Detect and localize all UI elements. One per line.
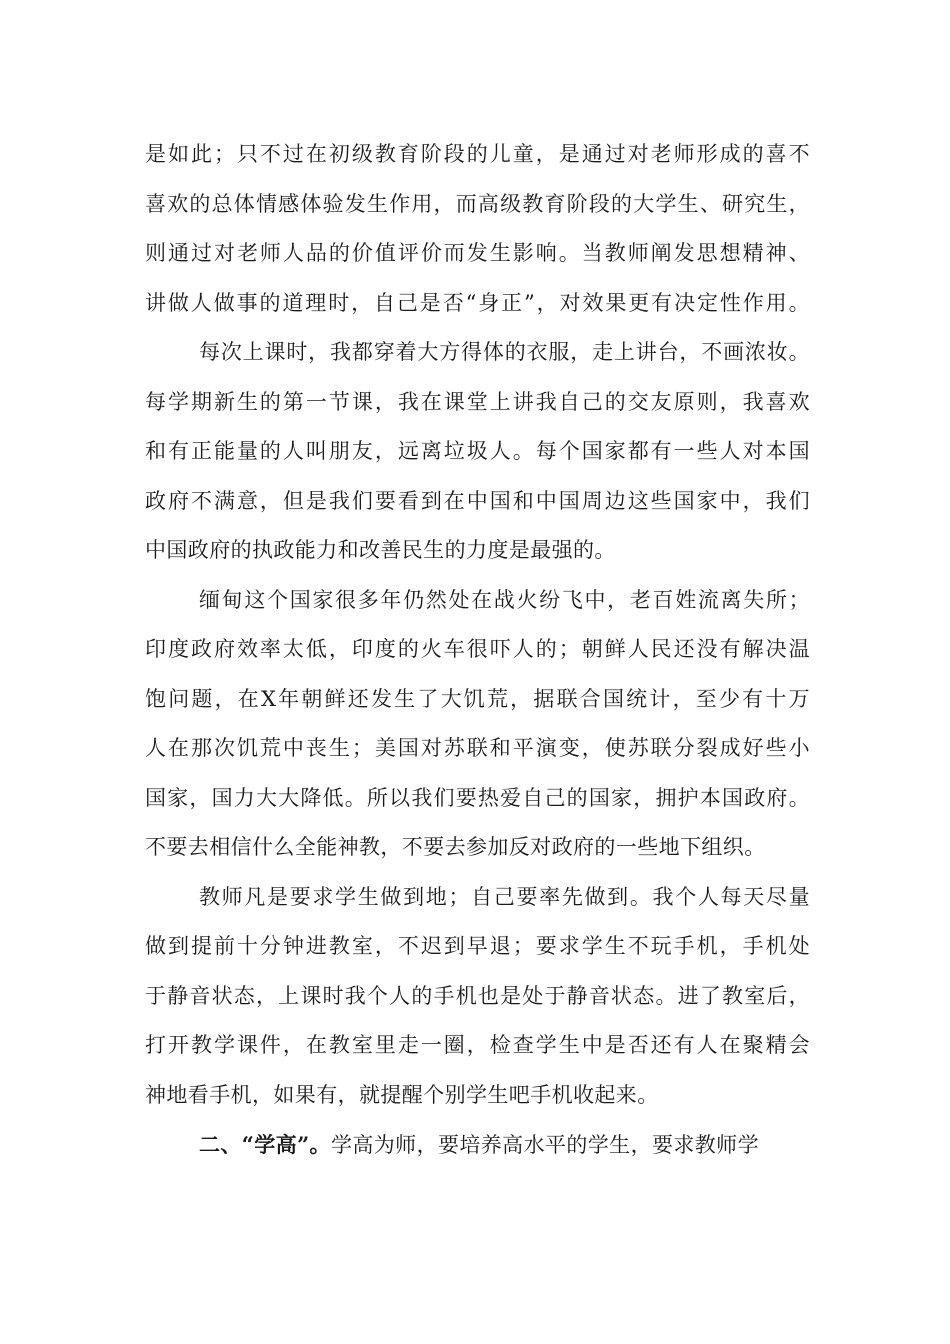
text-line: 喜欢的总体情感体验发生作用，而高级教育阶段的大学生、研究生， [145,191,810,216]
section-heading-text: 学高为师，要培养高水平的学生，要求教师学 [330,1133,759,1157]
text-line: 饱问题，在X年朝鲜还发生了大饥荒，据联合国统计，至少有十万 [145,686,810,711]
text-line: 则通过对老师人品的价值评价而发生影响。当教师阐发思想精神、 [145,241,810,265]
text-line: 讲做人做事的道理时，自己是否“身正”，对效果更有决定性作用。 [145,290,810,315]
text-line: 神地看手机，如果有，就提醒个别学生吧手机收起来。 [145,1082,659,1107]
text-line: 于静音状态，上课时我个人的手机也是处于静音状态。进了教室后， [145,983,810,1008]
document-body [145,130,810,1170]
section-heading: 二、“学高”。 [199,1132,331,1157]
text-line: 做到提前十分钟进教室，不迟到早退；要求学生不玩手机，手机处 [145,934,810,958]
text-line: 中国政府的执政能力和改善民生的力度是最强的。 [145,538,616,562]
text-line: 和有正能量的人叫朋友，远离垃圾人。每个国家都有一些人对本国 [145,439,810,463]
text-line: 人在那次饥荒中丧生；美国对苏联和平演变，使苏联分裂成好些小 [145,736,810,760]
text-line: 每学期新生的第一节课，我在课堂上讲我自己的交友原则，我喜欢 [145,389,810,414]
text-line: 国家，国力大大降低。所以我们要热爱自己的国家，拥护本国政府。 [145,785,810,810]
text-line: 不要去相信什么全能神教，不要去参加反对政府的一些地下组织。 [145,835,766,859]
text-line: 每次上课时，我都穿着大方得体的衣服，走上讲台，不画浓妆。 [199,340,810,364]
text-line: 缅甸这个国家很多年仍然处在战火纷飞中，老百姓流离失所； [199,587,810,612]
text-line: 政府不满意，但是我们要看到在中国和中国周边这些国家中，我们 [145,488,810,513]
text-line: 是如此；只不过在初级教育阶段的儿童，是通过对老师形成的喜不 [145,142,810,166]
section-heading-line [145,1120,810,1170]
text-line: 印度政府效率太低，印度的火车很吓人的；朝鲜人民还没有解决温 [145,637,810,661]
text-line: 教师凡是要求学生做到地；自己要率先做到。我个人每天尽量 [199,884,810,909]
text-line: 打开教学课件，在教室里走一圈，检查学生中是否还有人在聚精会 [145,1033,810,1057]
